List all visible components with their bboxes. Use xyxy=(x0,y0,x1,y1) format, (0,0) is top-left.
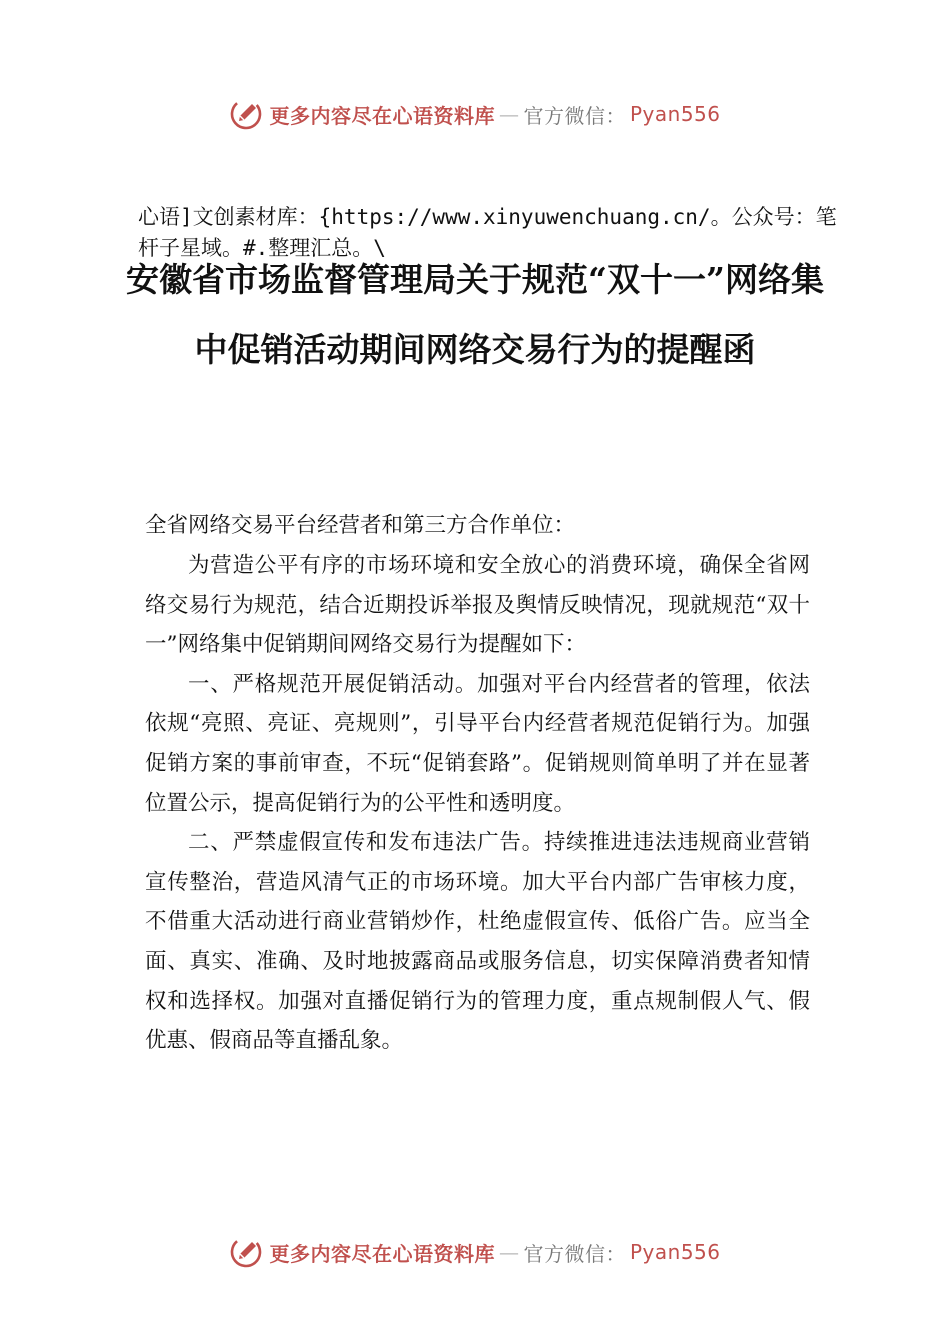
salutation: 全省网络交易平台经营者和第三方合作单位： xyxy=(145,513,576,538)
banner-wechat-label: 官方微信： xyxy=(523,1241,626,1266)
header-banner xyxy=(0,94,950,134)
source-note: 心语]文创素材库：{https://www.xinyuwenchuang.cn/。公众号：笔杆子星域。#.整理汇总。\ xyxy=(138,205,837,260)
pen-nib-logo-icon xyxy=(229,1235,263,1269)
paragraph-item-2: 二、严禁虚假宣传和发布违法广告。持续推进违法违规商业营销宣传整治，营造风清气正的市场环境。加大平台内部广告审核力度，不借重大活动进行商业营销炒作，杜绝虚假宣传、低俗广告。应当全面、真实、准确、及时地披露商品或服务信息，切实保障消费者知情权和选择权。加强对直播促销行为的管理力度，重点规制假人气、假优惠、假商品等直播乱象。 xyxy=(145,830,810,1054)
paragraph-item-1: 一、严格规范开展促销活动。加强对平台内经营者的管理，依法依规“亮照、亮证、亮规则”，引导平台内经营者规范促销行为。加强促销方案的事前审查，不玩“促销套路”。促销规则简单明了并在显著位置公示，提高促销行为的公平性和透明度。 xyxy=(145,671,810,816)
banner-wechat-label: 官方微信： xyxy=(523,103,626,128)
banner-separator: — xyxy=(498,102,520,126)
pen-nib-logo-icon xyxy=(229,97,263,131)
paragraph-intro: 为营造公平有序的市场环境和安全放心的消费环境，确保全省网络交易行为规范，结合近期投诉举报及舆情反映情况，现就规范“双十一”网络集中促销期间网络交易行为提醒如下： xyxy=(145,553,810,658)
banner-separator: — xyxy=(498,1240,520,1264)
document-body xyxy=(145,506,810,1061)
banner-main-text: 更多内容尽在心语资料库 xyxy=(269,103,495,128)
banner-main-text: 更多内容尽在心语资料库 xyxy=(269,1241,495,1266)
banner-wechat-id: Pyan556 xyxy=(629,102,721,126)
footer-banner xyxy=(0,1232,950,1272)
banner-wechat-id: Pyan556 xyxy=(629,1240,721,1264)
document-title: 安徽省市场监督管理局关于规范“双十一”网络集中促销活动期间网络交易行为的提醒函 xyxy=(126,260,824,369)
